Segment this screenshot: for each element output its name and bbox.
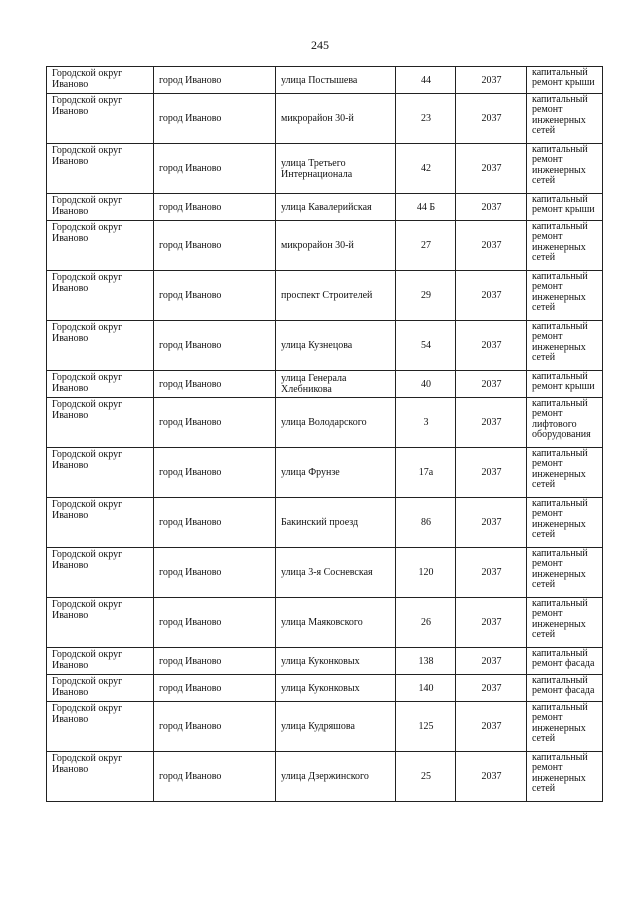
house-cell: 17а xyxy=(396,448,456,498)
work-type-cell: капитальный ремонт инженерных сетей xyxy=(527,548,603,598)
table-body xyxy=(47,67,603,802)
house-cell: 44 xyxy=(396,67,456,94)
house-cell: 120 xyxy=(396,548,456,598)
okrug-cell: Городской округ Иваново xyxy=(47,752,154,802)
year-cell: 2037 xyxy=(456,94,527,144)
house-cell: 54 xyxy=(396,321,456,371)
table-row xyxy=(47,675,603,702)
work-type-cell: капитальный ремонт крыши xyxy=(527,371,603,398)
okrug-cell: Городской округ Иваново xyxy=(47,144,154,194)
year-cell: 2037 xyxy=(456,675,527,702)
city-cell: город Иваново xyxy=(154,498,276,548)
house-cell: 29 xyxy=(396,271,456,321)
street-cell: микрорайон 30-й xyxy=(276,221,396,271)
work-type-cell: капитальный ремонт крыши xyxy=(527,67,603,94)
work-type-cell: капитальный ремонт инженерных сетей xyxy=(527,321,603,371)
okrug-cell: Городской округ Иваново xyxy=(47,548,154,598)
work-type-cell: капитальный ремонт инженерных сетей xyxy=(527,498,603,548)
city-cell: город Иваново xyxy=(154,94,276,144)
okrug-cell: Городской округ Иваново xyxy=(47,321,154,371)
work-type-cell: капитальный ремонт инженерных сетей xyxy=(527,448,603,498)
table-row xyxy=(47,144,603,194)
street-cell: улица 3-я Сосневская xyxy=(276,548,396,598)
work-type-cell: капитальный ремонт инженерных сетей xyxy=(527,271,603,321)
year-cell: 2037 xyxy=(456,67,527,94)
street-cell: улица Володарского xyxy=(276,398,396,448)
house-cell: 3 xyxy=(396,398,456,448)
house-cell: 26 xyxy=(396,598,456,648)
table-row xyxy=(47,548,603,598)
year-cell: 2037 xyxy=(456,194,527,221)
city-cell: город Иваново xyxy=(154,67,276,94)
year-cell: 2037 xyxy=(456,448,527,498)
work-type-cell: капитальный ремонт инженерных сетей xyxy=(527,598,603,648)
work-type-cell: капитальный ремонт инженерных сетей xyxy=(527,94,603,144)
okrug-cell: Городской округ Иваново xyxy=(47,648,154,675)
okrug-cell: Городской округ Иваново xyxy=(47,598,154,648)
year-cell: 2037 xyxy=(456,598,527,648)
street-cell: проспект Строителей xyxy=(276,271,396,321)
city-cell: город Иваново xyxy=(154,752,276,802)
house-cell: 23 xyxy=(396,94,456,144)
table-row xyxy=(47,321,603,371)
house-cell: 25 xyxy=(396,752,456,802)
year-cell: 2037 xyxy=(456,752,527,802)
year-cell: 2037 xyxy=(456,271,527,321)
table-row xyxy=(47,271,603,321)
year-cell: 2037 xyxy=(456,371,527,398)
work-type-cell: капитальный ремонт инженерных сетей xyxy=(527,221,603,271)
table-row xyxy=(47,221,603,271)
house-cell: 125 xyxy=(396,702,456,752)
okrug-cell: Городской округ Иваново xyxy=(47,675,154,702)
city-cell: город Иваново xyxy=(154,271,276,321)
house-cell: 86 xyxy=(396,498,456,548)
okrug-cell: Городской округ Иваново xyxy=(47,702,154,752)
work-type-cell: капитальный ремонт инженерных сетей xyxy=(527,702,603,752)
table-row xyxy=(47,598,603,648)
table-row xyxy=(47,94,603,144)
city-cell: город Иваново xyxy=(154,398,276,448)
year-cell: 2037 xyxy=(456,702,527,752)
table-row xyxy=(47,194,603,221)
street-cell: улица Генерала Хлебникова xyxy=(276,371,396,398)
page-number: 245 xyxy=(311,38,329,52)
okrug-cell: Городской округ Иваново xyxy=(47,448,154,498)
city-cell: город Иваново xyxy=(154,144,276,194)
okrug-cell: Городской округ Иваново xyxy=(47,398,154,448)
street-cell: улица Постышева xyxy=(276,67,396,94)
table-row xyxy=(47,371,603,398)
street-cell: Бакинский проезд xyxy=(276,498,396,548)
house-cell: 44 Б xyxy=(396,194,456,221)
street-cell: улица Дзержинского xyxy=(276,752,396,802)
work-type-cell: капитальный ремонт инженерных сетей xyxy=(527,144,603,194)
work-type-cell: капитальный ремонт крыши xyxy=(527,194,603,221)
okrug-cell: Городской округ Иваново xyxy=(47,271,154,321)
year-cell: 2037 xyxy=(456,498,527,548)
work-type-cell: капитальный ремонт фасада xyxy=(527,675,603,702)
year-cell: 2037 xyxy=(456,648,527,675)
table-row xyxy=(47,702,603,752)
street-cell: улица Маяковского xyxy=(276,598,396,648)
year-cell: 2037 xyxy=(456,548,527,598)
okrug-cell: Городской округ Иваново xyxy=(47,498,154,548)
city-cell: город Иваново xyxy=(154,598,276,648)
house-cell: 138 xyxy=(396,648,456,675)
city-cell: город Иваново xyxy=(154,221,276,271)
city-cell: город Иваново xyxy=(154,194,276,221)
table-row xyxy=(47,498,603,548)
city-cell: город Иваново xyxy=(154,702,276,752)
house-cell: 40 xyxy=(396,371,456,398)
okrug-cell: Городской округ Иваново xyxy=(47,221,154,271)
street-cell: улица Фрунзе xyxy=(276,448,396,498)
year-cell: 2037 xyxy=(456,398,527,448)
street-cell: улица Кудряшова xyxy=(276,702,396,752)
work-type-cell: капитальный ремонт лифтового оборудования xyxy=(527,398,603,448)
table-row xyxy=(47,67,603,94)
work-type-cell: капитальный ремонт инженерных сетей xyxy=(527,752,603,802)
repair-schedule-table xyxy=(46,66,603,802)
work-type-cell: капитальный ремонт фасада xyxy=(527,648,603,675)
city-cell: город Иваново xyxy=(154,648,276,675)
year-cell: 2037 xyxy=(456,321,527,371)
okrug-cell: Городской округ Иваново xyxy=(47,94,154,144)
street-cell: микрорайон 30-й xyxy=(276,94,396,144)
city-cell: город Иваново xyxy=(154,371,276,398)
table-row xyxy=(47,752,603,802)
house-cell: 42 xyxy=(396,144,456,194)
city-cell: город Иваново xyxy=(154,321,276,371)
house-cell: 140 xyxy=(396,675,456,702)
table-row xyxy=(47,648,603,675)
year-cell: 2037 xyxy=(456,144,527,194)
house-cell: 27 xyxy=(396,221,456,271)
street-cell: улица Третьего Интернационала xyxy=(276,144,396,194)
street-cell: улица Куконковых xyxy=(276,675,396,702)
street-cell: улица Кавалерийская xyxy=(276,194,396,221)
table-row xyxy=(47,398,603,448)
street-cell: улица Кузнецова xyxy=(276,321,396,371)
street-cell: улица Куконковых xyxy=(276,648,396,675)
table-row xyxy=(47,448,603,498)
okrug-cell: Городской округ Иваново xyxy=(47,371,154,398)
okrug-cell: Городской округ Иваново xyxy=(47,194,154,221)
okrug-cell: Городской округ Иваново xyxy=(47,67,154,94)
city-cell: город Иваново xyxy=(154,448,276,498)
city-cell: город Иваново xyxy=(154,548,276,598)
year-cell: 2037 xyxy=(456,221,527,271)
city-cell: город Иваново xyxy=(154,675,276,702)
